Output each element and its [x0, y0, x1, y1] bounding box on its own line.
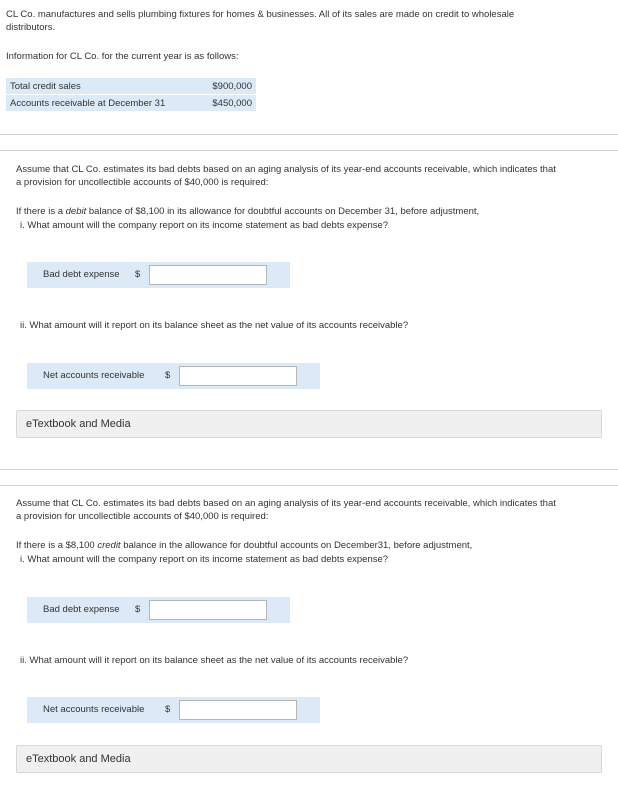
currency-symbol: $	[135, 604, 141, 615]
intro-line-1: CL Co. manufactures and sells plumbing fixtures for homes & businesses. All of its sales are made on credit to wholesale	[6, 9, 515, 20]
condition-emph: credit	[97, 540, 121, 551]
bad-debt-expense-label: Bad debt expense	[43, 269, 120, 280]
accounts-receivable-value: $450,000	[200, 95, 256, 112]
divider	[0, 134, 618, 135]
net-accounts-receivable-label: Net accounts receivable	[43, 704, 145, 715]
info-heading: Information for CL Co. for the current year is as follows:	[6, 51, 239, 62]
divider	[0, 485, 618, 486]
divider	[0, 150, 618, 151]
etextbook-media-button[interactable]: eTextbook and Media	[16, 745, 602, 773]
part-b-net-ar-row	[27, 697, 320, 723]
part-a-condition	[16, 206, 479, 218]
total-credit-sales-value: $900,000	[212, 80, 252, 92]
net-accounts-receivable-input[interactable]	[179, 366, 297, 386]
part-a-question-1: i. What amount will the company report on its income statement as bad debts expense?	[20, 220, 389, 231]
accounts-receivable-label: Accounts receivable at December 31	[6, 95, 200, 112]
part-a-assume-line-1: Assume that CL Co. estimates its bad debts based on an aging analysis of its year-end accounts receivable, which indicates that	[16, 164, 556, 175]
part-a-question-2: ii. What amount will it report on its balance sheet as the net value of its accounts receivable?	[20, 320, 409, 331]
table-row	[6, 95, 256, 112]
etextbook-media-button[interactable]: eTextbook and Media	[16, 410, 602, 438]
currency-symbol: $	[165, 704, 171, 715]
condition-post: balance of $8,100 in its allowance for doubtful accounts on December 31, before adjustment,	[86, 206, 480, 217]
condition-emph: debit	[65, 206, 87, 217]
total-credit-sales-label: Total credit sales	[10, 80, 81, 92]
divider	[0, 469, 618, 470]
part-b-question-2: ii. What amount will it report on its balance sheet as the net value of its accounts receivable?	[20, 655, 409, 666]
condition-post: balance in the allowance for doubtful accounts on December31, before adjustment,	[120, 540, 473, 551]
net-accounts-receivable-label: Net accounts receivable	[43, 370, 145, 381]
currency-symbol: $	[165, 370, 171, 381]
currency-symbol: $	[135, 269, 141, 280]
part-a-assume-line-2: a provision for uncollectible accounts of $40,000 is required:	[16, 177, 269, 188]
condition-pre: If there is a	[16, 206, 66, 217]
part-b-assume-line-1: Assume that CL Co. estimates its bad debts based on an aging analysis of its year-end accounts receivable, which indicates that	[16, 498, 556, 509]
bad-debt-expense-input[interactable]	[149, 600, 267, 620]
condition-pre: If there is a $8,100	[16, 540, 98, 551]
table-row	[6, 78, 256, 95]
part-b-question-1: i. What amount will the company report on its income statement as bad debts expense?	[20, 554, 389, 565]
part-a-net-ar-row	[27, 363, 320, 389]
bad-debt-expense-label: Bad debt expense	[43, 604, 120, 615]
part-b-assume-line-2: a provision for uncollectible accounts of $40,000 is required:	[16, 511, 269, 522]
info-table	[6, 78, 256, 111]
bad-debt-expense-input[interactable]	[149, 265, 267, 285]
intro-line-2: distributors.	[6, 22, 56, 33]
part-a-bad-debt-row	[27, 262, 290, 288]
part-b-condition	[16, 540, 472, 552]
part-b-bad-debt-row	[27, 597, 290, 623]
net-accounts-receivable-input[interactable]	[179, 700, 297, 720]
